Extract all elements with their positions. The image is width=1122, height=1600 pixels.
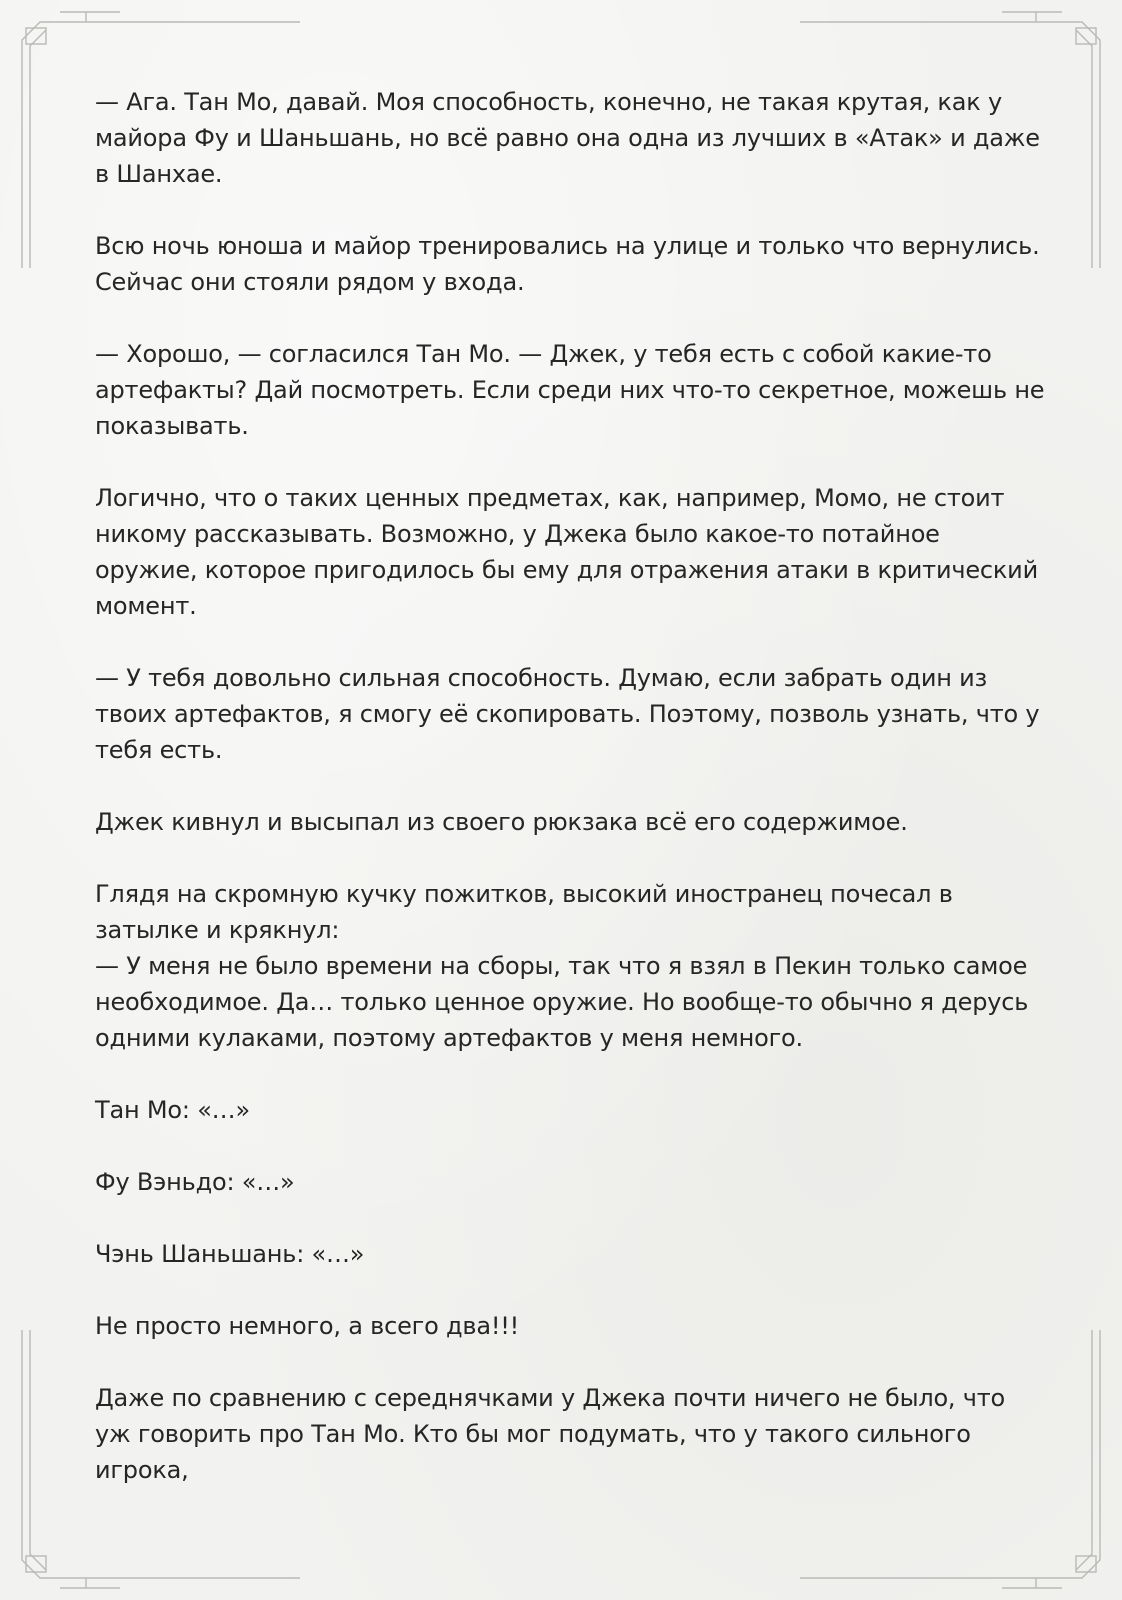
- paragraph: Тан Мо: «…»: [95, 1096, 250, 1124]
- document-body: [95, 84, 1045, 1524]
- paragraph: — У меня не было времени на сборы, так что я взял в Пекин только самое необходимое. Да… только ценное оружие. Но вообще-то обычно я дерусь одними кулаками, поэтому артефактов у меня немного.: [95, 952, 1029, 1052]
- paragraph: Фу Вэньдо: «…»: [95, 1168, 295, 1196]
- paragraph: Даже по сравнению с середнячками у Джека почти ничего не было, что уж говорить про Тан Мо. Кто бы мог подумать, что у такого сильного игрока,: [95, 1384, 1006, 1484]
- paragraph: Не просто немного, а всего два!!!: [95, 1312, 520, 1340]
- paragraph: Всю ночь юноша и майор тренировались на улице и только что вернулись. Сейчас они стояли рядом у входа.: [95, 232, 1040, 296]
- paragraph: — Ага. Тан Мо, давай. Моя способность, конечно, не такая крутая, как у майора Фу и Шаньшань, но всё равно она одна из лучших в «Атак» и даже в Шанхае.: [95, 88, 1040, 188]
- paragraph: Чэнь Шаньшань: «…»: [95, 1240, 365, 1268]
- paragraph: Глядя на скромную кучку пожитков, высокий иностранец почесал в затылке и крякнул:: [95, 880, 953, 944]
- paragraph: Логично, что о таких ценных предметах, как, например, Момо, не стоит никому рассказывать. Возможно, у Джека было какое-то потайное оружие, которое пригодилось бы ему для отражения атаки в критический момент.: [95, 484, 1038, 620]
- paragraph: Джек кивнул и высыпал из своего рюкзака всё его содержимое.: [95, 808, 908, 836]
- paragraph: — Хорошо, — согласился Тан Мо. — Джек, у тебя есть с собой какие-то артефакты? Дай посмотреть. Если среди них что-то секретное, можешь не показывать.: [95, 340, 1045, 440]
- paragraph: — У тебя довольно сильная способность. Думаю, если забрать один из твоих артефактов, я смогу её скопировать. Поэтому, позволь узнать, что у тебя есть.: [95, 664, 1040, 764]
